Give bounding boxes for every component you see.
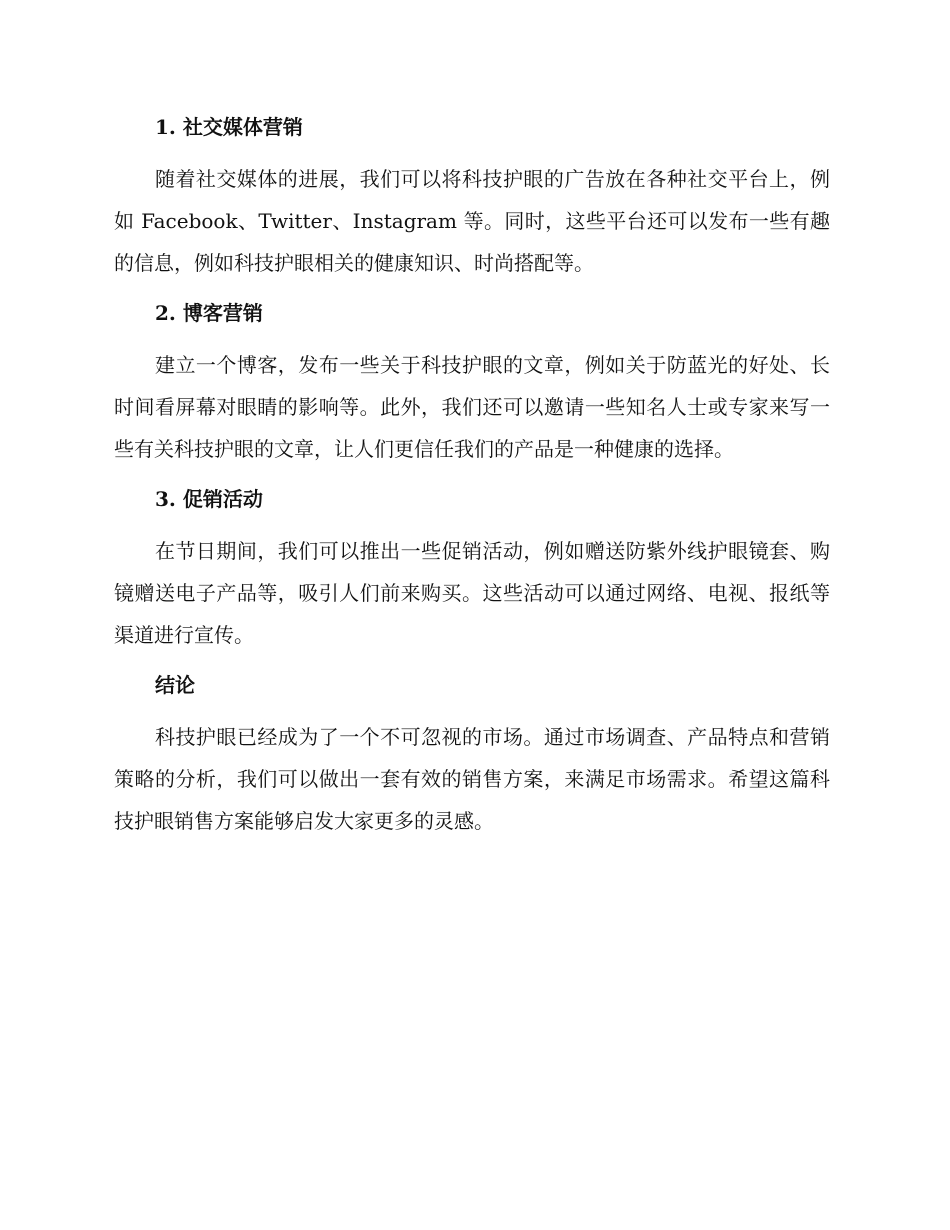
section-paragraph-social-media: 随着社交媒体的进展，我们可以将科技护眼的广告放在各种社交平台上，例如 Facebook、Twitter、Instagram 等。同时，这些平台还可以发布一些有趣的信息，例如科技护眼相关的健康知识、时尚搭配等。: [114, 167, 830, 275]
section-heading-blog: 2. 博客营销: [155, 301, 263, 325]
section-heading-social-media: 1. 社交媒体营销: [155, 115, 303, 139]
document-content: [114, 110, 830, 854]
section-paragraph-promotion: 在节日期间，我们可以推出一些促销活动，例如赠送防紫外线护眼镜套、购镜赠送电子产品等，吸引人们前来购买。这些活动可以通过网络、电视、报纸等渠道进行宣传。: [114, 539, 830, 647]
section-paragraph-blog: 建立一个博客，发布一些关于科技护眼的文章，例如关于防蓝光的好处、长时间看屏幕对眼睛的影响等。此外，我们还可以邀请一些知名人士或专家来写一些有关科技护眼的文章，让人们更信任我们的产品是一种健康的选择。: [114, 353, 830, 461]
section-paragraph-conclusion: 科技护眼已经成为了一个不可忽视的市场。通过市场调查、产品特点和营销策略的分析，我们可以做出一套有效的销售方案，来满足市场需求。希望这篇科技护眼销售方案能够启发大家更多的灵感。: [114, 725, 830, 833]
section-heading-conclusion: 结论: [155, 673, 195, 697]
section-heading-promotion: 3. 促销活动: [155, 487, 263, 511]
